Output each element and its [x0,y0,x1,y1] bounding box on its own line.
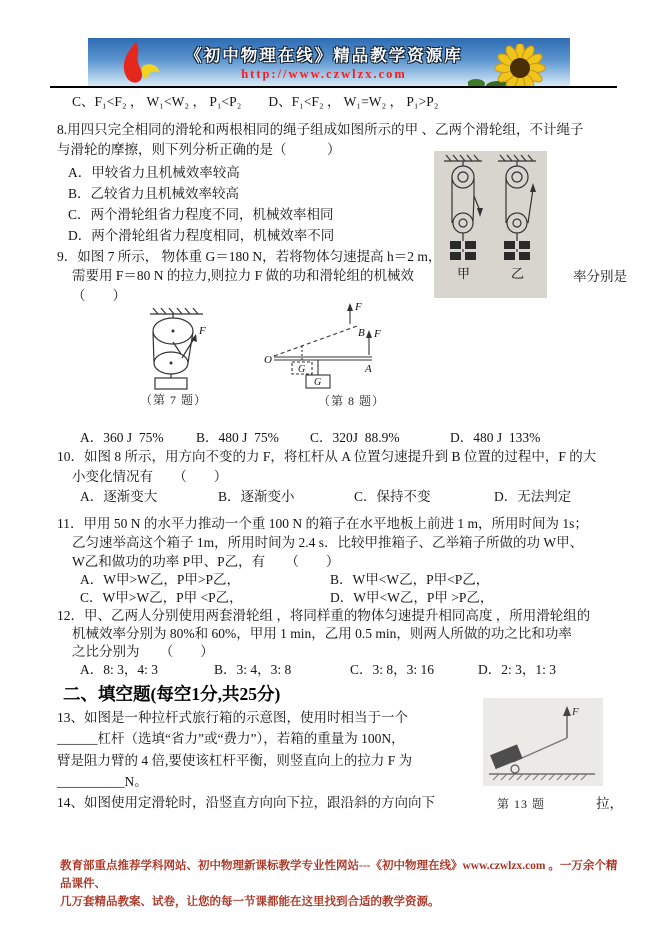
q11-line-3: W乙和做功的功率 P甲、P乙，有 （ ） [72,554,340,569]
banner-url-link[interactable]: http://www.czwlzx.com [241,67,407,81]
header-divider [50,86,617,88]
figure-13-caption: 第 13 题 [497,797,546,811]
q11-line-2: 乙匀速举高这个箱子 1m，所用时间为 2.4 s．比较甲推箱子、乙举箱子所做的功 W甲、 [72,535,584,550]
fig8-label-b: B [358,327,365,339]
pulley-groups-figure [434,151,547,298]
force-arrow-a-icon [366,330,372,338]
q9-line-2: 需要用 F＝80 N 的拉力,则拉力 F 做的功和滑轮组的机械效 [72,268,415,283]
suitcase-wheel [511,765,519,773]
section-2-heading: 二、填空题(每空1分,共25分) [63,684,281,704]
q12-line-1: 12．甲、乙两人分别使用两套滑轮组 ，将同样重的物体匀速提升相同高度 ，所用滑轮组的 [57,608,591,623]
fig13-force-label: F [572,706,579,718]
figure-8-caption: （第 8 题） [318,394,386,408]
rope-arrow-down-icon [477,208,483,217]
banner-title: 《初中物理在线》精品教学资源库 [185,46,463,65]
q12-line-3: 之比分别为 （ ） [72,644,214,659]
fig7-force-label: F [199,325,206,337]
q9-line-3: （ ） [72,288,126,303]
q13-line-2: ______杠杆（选填“省力”或“费力”），若箱的重量为 100N， [57,731,405,746]
q10-option-c: C．保持不变 [354,489,431,504]
q13-line-3: 臂是阻力臂的 4 倍,要使该杠杆平衡，则竖直向上的拉力 F 为 [57,753,413,768]
q9-option-c: C．320J 88.9% [310,430,400,445]
q11-line-1: 11．甲用 50 N 的水平力推动一个重 100 N 的箱子在水平地板上前进 1 m，所用时间为 1s； [57,516,588,531]
q10-line-2: 小变化情况有 （ ） [72,469,228,484]
force-arrow-b-icon [347,303,353,311]
q12-option-b: B．3: 4，3: 8 [214,662,292,677]
q12-line-2: 机械效率分别为 80%和 60%，甲用 1 min，乙用 0.5 min，则两人所做的功之比和功率 [72,626,572,641]
label-jia: 甲 [457,266,471,281]
label-yi: 乙 [511,266,525,281]
q14-line-1: 14、如图使用定滑轮时，沿竖直方向向下拉，跟沿斜的方向向下 [57,795,435,810]
q11-option-c: C．W甲>W乙，P甲 <P乙， [80,590,243,605]
q9-option-a: A．360 J 75% [80,430,164,445]
q8-line-2: 与滑轮的摩擦，则下列分析正确的是（ ） [57,142,341,157]
rope-arrow-up-icon [530,183,536,192]
site-logo-icon [116,40,168,86]
q9-line-2-cont: 率分别是 [573,269,627,284]
q9-option-d: D．480 J 133% [450,430,541,445]
q10-option-d: D．无法判定 [494,489,572,504]
site-footer [60,857,628,911]
pulley-system-yi [498,155,536,252]
site-banner [88,38,570,86]
footer-line-1: 教育部重点推荐学科网站、初中物理新课标教学专业性网站---《初中物理在线》www.czwlzx.com 。一万余个精品课件、 [60,860,618,890]
figure-7-caption: （第 7 题） [140,393,208,407]
q8-line-1: 8.用四只完全相同的滑轮和两根相同的绳子组成如图所示的甲 、乙两个滑轮组，不计绳子 [57,122,584,137]
q13-line-1: 13、如图是一种拉杆式旅行箱的示意图，使用时相当于一个 [57,710,408,725]
q14-side-text: 拉， [596,796,623,811]
fig8-label-g2: G [314,377,322,388]
ground-hatch [493,774,587,780]
figure-7-pulley [125,306,235,390]
pulley-groups-drawing [434,151,547,298]
q11-option-a: A．W甲>W乙，P甲>P乙， [80,572,240,587]
q8-option-c: C．两个滑轮组省力程度不同，机械效率相同 [68,207,334,222]
q10-option-a: A．逐渐变大 [80,489,158,504]
footer-line-2: 几万套精品教案、试卷，让您的每一节课都能在这里找到合适的教学资源。 [60,896,440,908]
q9-option-b: B．480 J 75% [196,430,279,445]
q12-option-d: D．2: 3，1: 3 [478,662,557,677]
fig8-label-a: A [365,363,372,375]
pulley-system-jia [444,155,482,252]
fig8-label-g1: G [298,364,306,375]
q8-option-b: B．乙较省力且机械效率较高 [68,186,240,201]
suitcase-lever-drawing [483,698,603,786]
fig8-label-f1: F [355,301,362,313]
fig8-label-o: O [264,354,272,366]
sunflower-icon [468,44,546,86]
q12-option-a: A．8: 3，4: 3 [80,662,159,677]
q12-option-c: C．3: 8，3: 16 [350,662,435,677]
q8-option-d: D．两个滑轮组省力程度相同，机械效率不同 [68,228,335,243]
force-arrow-up-icon [563,706,571,716]
figure-13-suitcase [483,698,603,786]
q13-line-4: __________N。 [57,774,148,789]
q11-option-d: D．W甲<W乙，P甲 >P乙， [330,590,494,605]
figure-8-lever [262,300,440,390]
q11-option-b: B．W甲<W乙，P甲<P乙， [330,572,490,587]
q9-line-1: 9．如图 7 所示， 物体重 G＝180 N，若将物体匀速提高 h＝2 m， [57,249,442,264]
answer-options-cd: C、F₁<F₂ ， W₁<W₂ ， P₁<P₂ D、F₁<F₂ ， W₁=W₂ ， P₁>P₂ [72,94,439,109]
fig8-label-f2: F [374,328,381,340]
q8-option-a: A．甲较省力且机械效率较高 [68,165,240,180]
q10-line-1: 10．如图 8 所示，用方向不变的力 F，将杠杆从 A 位置匀速提升到 B 位置的过程中，F 的大 [57,449,597,464]
q10-option-b: B．逐渐变小 [218,489,295,504]
